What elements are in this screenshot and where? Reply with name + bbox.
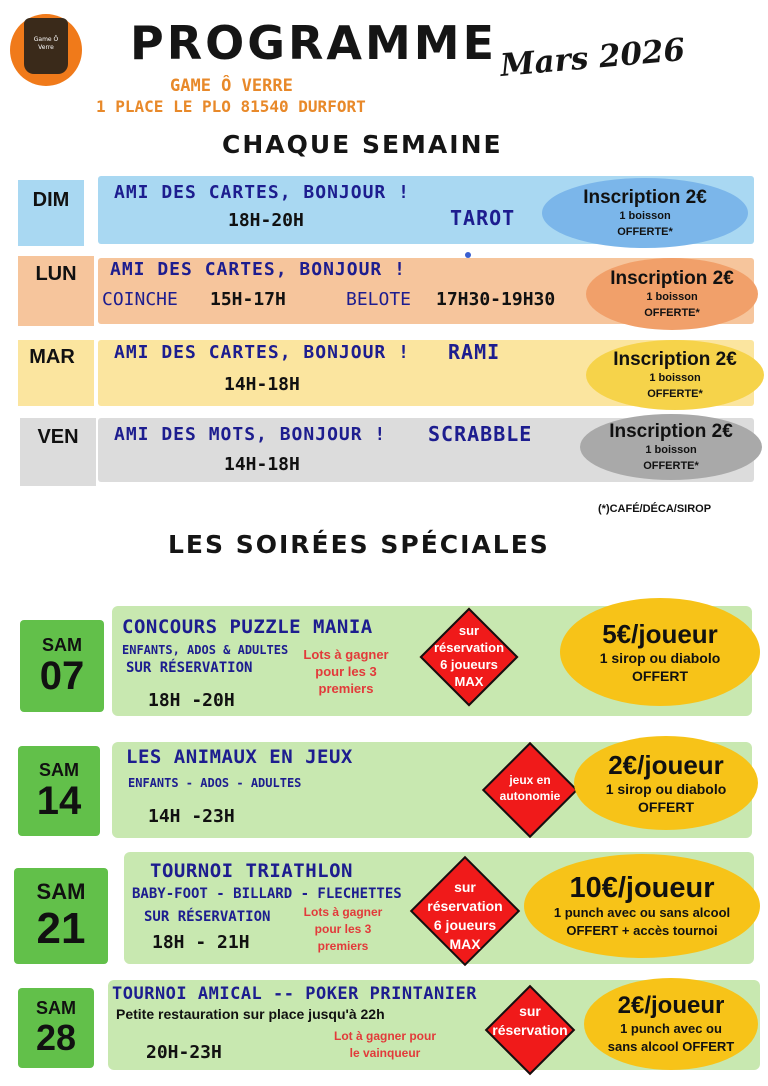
activity-time: 14H-18H <box>224 454 300 475</box>
event-time: 20H-23H <box>146 1042 222 1063</box>
date-box <box>20 620 104 712</box>
event-time: 18H -20H <box>148 690 235 711</box>
price-line-2: sans alcool OFFERT <box>607 1039 735 1054</box>
diamond-text: sur réservation 6 joueurs MAX <box>427 879 503 952</box>
fee-ellipse <box>542 178 748 248</box>
fee-label: Inscription 2€ <box>610 267 734 289</box>
activity-title: AMI DES CARTES, BONJOUR ! <box>114 182 410 203</box>
price-ellipse <box>574 736 758 830</box>
date-box <box>18 746 100 836</box>
dot-marker <box>465 252 471 258</box>
fee-ellipse <box>580 414 762 480</box>
game-name: TAROT <box>450 206 516 230</box>
day-label: SAM <box>36 879 86 904</box>
event-audience: ENFANTS - ADOS - ADULTES <box>128 776 302 790</box>
activity-title: AMI DES CARTES, BONJOUR ! <box>114 342 410 363</box>
price-line-1: 1 punch avec ou sans alcool <box>553 905 731 920</box>
price-label: 5€/joueur <box>602 619 718 649</box>
activity-time: 15H-17H <box>210 289 286 310</box>
fee-line-1: 1 boisson <box>649 371 701 384</box>
game-name: RAMI <box>448 340 501 364</box>
day-label: VEN <box>37 425 79 448</box>
weekly-section-title: CHAQUE SEMAINE <box>222 130 503 159</box>
fee-line-2: OFFERTE* <box>643 459 699 472</box>
activity-time: 17H30-19H30 <box>436 289 556 310</box>
fee-ellipse <box>586 258 758 330</box>
diamond-text: sur réservation 6 joueurs MAX <box>433 623 505 689</box>
date-number: 14 <box>36 779 82 823</box>
price-label: 2€/joueur <box>617 992 725 1019</box>
day-label: SAM <box>39 760 79 780</box>
date-number: 28 <box>35 1017 77 1058</box>
activity-title: AMI DES MOTS, BONJOUR ! <box>114 424 387 445</box>
event-time: 14H -23H <box>148 806 235 827</box>
fee-line-2: OFFERTE* <box>647 387 703 400</box>
date-number: 07 <box>39 654 85 698</box>
day-label: SAM <box>36 998 76 1018</box>
venue-name: GAME Ô VERRE <box>170 76 293 96</box>
diamond-text: sur réservation <box>492 1003 568 1038</box>
event-note: Petite restauration sur place jusqu'à 22h <box>116 1006 385 1022</box>
price-line-1: 1 punch avec ou <box>620 1021 722 1036</box>
day-label: MAR <box>29 345 75 368</box>
price-ellipse <box>584 978 758 1070</box>
event-time: 18H - 21H <box>152 932 250 953</box>
game-name: COINCHE <box>102 289 178 310</box>
specials-section-title: LES SOIRÉES SPÉCIALES <box>168 530 550 559</box>
fee-label: Inscription 2€ <box>583 186 707 208</box>
event-audience: ENFANTS, ADOS & ADULTES <box>122 643 289 657</box>
activity-title: AMI DES CARTES, BONJOUR ! <box>110 259 406 280</box>
fee-line-1: 1 boisson <box>619 209 671 222</box>
fee-label: Inscription 2€ <box>613 348 737 370</box>
event-title: TOURNOI AMICAL -- POKER PRINTANIER <box>112 984 477 1004</box>
date-number: 21 <box>36 904 86 953</box>
prize-note: Lots à gagner pour les 3 premiers <box>303 905 383 953</box>
day-label: SAM <box>42 635 82 655</box>
day-label: DIM <box>32 188 70 211</box>
day-label: LUN <box>35 262 77 285</box>
price-ellipse <box>524 854 760 958</box>
date-box <box>18 988 94 1068</box>
price-line-1: 1 sirop ou diabolo <box>599 650 721 666</box>
event-audience: BABY-FOOT - BILLARD - FLECHETTES <box>132 886 402 902</box>
footnote: (*)CAFÉ/DÉCA/SIROP <box>598 503 712 515</box>
venue-address: 1 PLACE LE PLO 81540 DURFORT <box>96 97 366 116</box>
game-name: SCRABBLE <box>428 422 533 446</box>
fee-line-1: 1 boisson <box>646 290 698 303</box>
event-title: CONCOURS PUZZLE MANIA <box>122 616 373 638</box>
price-line-2: OFFERT <box>638 799 694 815</box>
date-box <box>14 868 108 964</box>
event-title: TOURNOI TRIATHLON <box>150 860 353 882</box>
month-label: Mars 2026 <box>498 31 687 85</box>
prize-note: Lots à gagner pour les 3 premiers <box>303 647 389 696</box>
price-line-2: OFFERT <box>632 668 688 684</box>
price-ellipse <box>560 598 760 706</box>
event-reservation: SUR RÉSERVATION <box>126 660 253 676</box>
page-title: PROGRAMME <box>130 16 497 70</box>
price-line-1: 1 sirop ou diabolo <box>605 781 727 797</box>
logo-text: Game Ô Verre <box>33 36 59 51</box>
game-name: BELOTE <box>346 289 412 310</box>
event-title: LES ANIMAUX EN JEUX <box>126 746 353 768</box>
activity-time: 14H-18H <box>224 374 300 395</box>
activity-time: 18H-20H <box>228 210 304 231</box>
fee-line-2: OFFERTE* <box>644 306 700 319</box>
fee-line-1: 1 boisson <box>645 443 697 456</box>
fee-label: Inscription 2€ <box>609 420 733 442</box>
fee-line-2: OFFERTE* <box>617 225 673 238</box>
price-label: 2€/joueur <box>608 750 724 780</box>
fee-ellipse <box>586 340 764 410</box>
price-label: 10€/joueur <box>569 872 715 904</box>
price-line-2: OFFERT + accès tournoi <box>566 923 718 938</box>
prize-note: Lot à gagner pour le vainqueur <box>334 1029 436 1060</box>
diamond-text: jeux en autonomie <box>499 773 561 803</box>
event-reservation: SUR RÉSERVATION <box>144 909 271 925</box>
